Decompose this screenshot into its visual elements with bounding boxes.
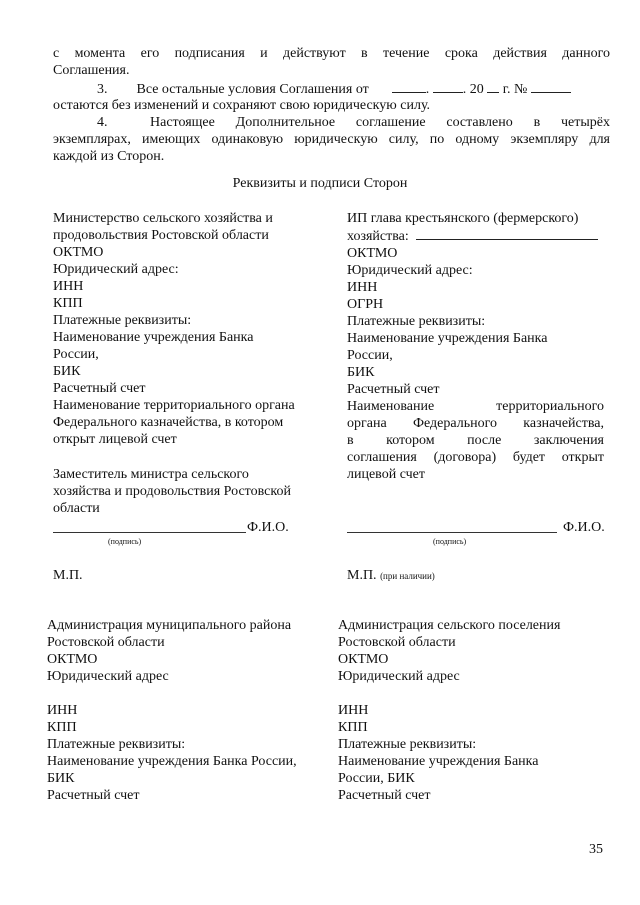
farmer-treasury-line: лицевой счет (347, 467, 425, 482)
ministry-line: Платежные реквизиты: (53, 313, 192, 328)
farmer-treasury-line: Наименование территориального (347, 399, 604, 414)
item-4-line2: экземплярах, имеющих одинаковую юридическую силу, по одному экземпляру для (53, 132, 610, 147)
date-year-prefix: . 20 (462, 82, 484, 97)
ministry-line: Наименование территориального органа (53, 398, 295, 413)
settlement-line: России, БИК (338, 771, 415, 786)
settlement-line: ОКТМО (338, 652, 389, 667)
party-settlement (338, 617, 608, 685)
farmer-line: Расчетный счет (347, 382, 440, 397)
date-day-blank (392, 80, 426, 93)
date-month-blank (433, 80, 463, 93)
ministry-line: Юридический адрес: (53, 262, 179, 277)
party-settlement-requisites (338, 702, 608, 804)
settlement-line: Платежные реквизиты: (338, 737, 477, 752)
ministry-line: Наименование учреждения Банка (53, 330, 254, 345)
farmer-treasury-line: в котором после заключения (347, 433, 604, 448)
municipal-line: ОКТМО (47, 652, 98, 667)
ministry-line: открыт лицевой счет (53, 432, 177, 447)
party-ministry (53, 210, 315, 448)
date-g-number: г. № (502, 82, 528, 97)
municipal-line: Юридический адрес (47, 669, 169, 684)
signer-line: области (53, 501, 100, 516)
ministry-stamp: М.П. (53, 568, 83, 583)
municipal-line: БИК (47, 771, 75, 786)
item-4-line1 (97, 114, 610, 131)
farmer-line: Юридический адрес: (347, 263, 473, 278)
settlement-line: КПП (338, 720, 368, 735)
signer-line: хозяйства и продовольствия Ростовской (53, 484, 291, 499)
farmer-stamp-note: (при наличии) (380, 571, 435, 581)
farmer-line: России, (347, 348, 393, 363)
party-municipal-requisites (47, 702, 332, 804)
farmer-line: ОГРН (347, 297, 384, 312)
item-4-number: 4. (97, 115, 108, 130)
settlement-line: ИНН (338, 703, 369, 718)
paragraph-continuation-line2: Соглашения. (53, 63, 130, 78)
farmer-signature-line (347, 532, 557, 533)
farmer-name-blank (416, 227, 598, 240)
ministry-fio: Ф.И.О. (247, 520, 289, 535)
ministry-line: Федерального казначейства, в котором (53, 415, 284, 430)
party-municipal (47, 617, 332, 685)
ministry-line: ОКТМО (53, 245, 104, 260)
settlement-line: Расчетный счет (338, 788, 431, 803)
farmer-title-line2 (347, 227, 604, 245)
ministry-line: ИНН (53, 279, 84, 294)
farmer-line: ИНН (347, 280, 378, 295)
farmer-line: БИК (347, 365, 375, 380)
item-3-line2: остаются без изменений и сохраняют свою юридическую силу. (53, 98, 431, 113)
settlement-line: Наименование учреждения Банка (338, 754, 539, 769)
paragraph-continuation-line1: с момента его подписания и действуют в течение срока действия данного (53, 46, 610, 61)
page-number: 35 (589, 842, 603, 857)
ministry-line: России, (53, 347, 99, 362)
settlement-line: Юридический адрес (338, 669, 460, 684)
municipal-line: КПП (47, 720, 77, 735)
ministry-line: продовольствия Ростовской области (53, 228, 269, 243)
ministry-line: БИК (53, 364, 81, 379)
settlement-line: Администрация сельского поселения (338, 618, 561, 633)
party-farmer (347, 210, 604, 483)
item-4-line3: каждой из Сторон. (53, 149, 165, 164)
farmer-fio: Ф.И.О. (563, 520, 605, 535)
settlement-line: Ростовской области (338, 635, 456, 650)
municipal-line: Ростовской области (47, 635, 165, 650)
municipal-line: Наименование учреждения Банка России, (47, 754, 297, 769)
date-year-blank (487, 80, 499, 93)
municipal-line: Платежные реквизиты: (47, 737, 186, 752)
item-3-text: Все остальные условия Соглашения от (136, 82, 369, 97)
farmer-signature-caption: (подпись) (433, 537, 467, 546)
ministry-line: Расчетный счет (53, 381, 146, 396)
municipal-line: Расчетный счет (47, 788, 140, 803)
item-4-text: Настоящее Дополнительное соглашение составлено в четырёх (150, 115, 610, 130)
farmer-line: ОКТМО (347, 246, 398, 261)
municipal-line: Администрация муниципального района (47, 618, 292, 633)
ministry-signature-line (53, 532, 246, 533)
item-3 (97, 80, 571, 98)
farmer-title-label: хозяйства: (347, 229, 409, 244)
farmer-title-line1: ИП глава крестьянского (фермерского) (347, 211, 579, 226)
section-title: Реквизиты и подписи Сторон (232, 176, 408, 191)
farmer-line: Платежные реквизиты: (347, 314, 486, 329)
item-3-number: 3. (97, 82, 108, 97)
farmer-treasury-line: органа Федерального казначейства, (347, 416, 604, 431)
ministry-line: Министерство сельского хозяйства и (53, 211, 273, 226)
ministry-signer (53, 466, 315, 517)
farmer-stamp (347, 567, 435, 585)
ministry-signature-caption: (подпись) (108, 537, 142, 546)
agreement-number-blank (531, 80, 571, 93)
farmer-stamp-label: М.П. (347, 568, 377, 583)
signer-line: Заместитель министра сельского (53, 467, 249, 482)
date-dot: . (425, 82, 430, 97)
farmer-line: Наименование учреждения Банка (347, 331, 548, 346)
farmer-treasury-line: соглашения (договора) будет открыт (347, 450, 604, 465)
ministry-line: КПП (53, 296, 83, 311)
municipal-line: ИНН (47, 703, 78, 718)
